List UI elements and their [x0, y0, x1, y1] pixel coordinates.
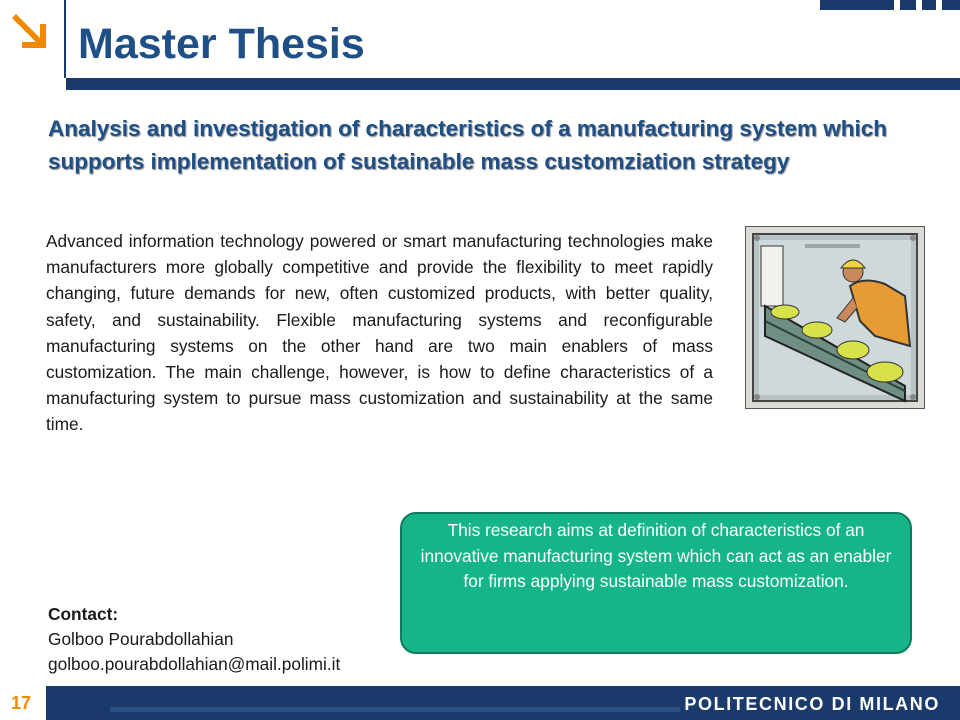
politecnico-logo-arrow-icon — [0, 0, 65, 78]
page-title: Master Thesis — [78, 20, 365, 68]
research-aim-callout — [400, 512, 912, 654]
contact-label: Contact: — [48, 604, 119, 624]
contact-name: Golboo Pourabdollahian — [48, 629, 234, 649]
description-paragraph: Advanced information technology powered or smart manufacturing technologies make manufacturers more globally competitive and provide the flexibility to meet rapidly changing, future demands for new, often customized products, with better quality, safety, and sustainability. Flexible manufacturing systems and reconfigurable manufacturing systems on the other hand are two main enablers of mass customization. The main challenge, however, is how to define characteristics of a manufacturing system to pursue mass customization and sustainability at the same time. — [46, 231, 713, 435]
header-decoration — [820, 0, 960, 10]
footer-stripe — [110, 707, 680, 712]
thesis-subtitle: Analysis and investigation of characteristics of a manufacturing system which supports implementation of sustainable mass customziation strategy — [48, 116, 887, 174]
logo-divider — [64, 0, 66, 78]
title-underline-bar — [66, 78, 960, 90]
contact-email[interactable]: golboo.pourabdollahian@mail.polimi.it — [48, 654, 341, 674]
factory-worker-conveyor-clipart-icon — [745, 226, 925, 409]
institution-name: POLITECNICO DI MILANO — [684, 694, 940, 714]
contact-block — [48, 602, 340, 677]
page-number: 17 — [11, 693, 32, 713]
callout-text: This research aims at definition of characteristics of an innovative manufacturing system which can act as an enabler for firms applying sustainable mass customization. — [420, 520, 892, 591]
